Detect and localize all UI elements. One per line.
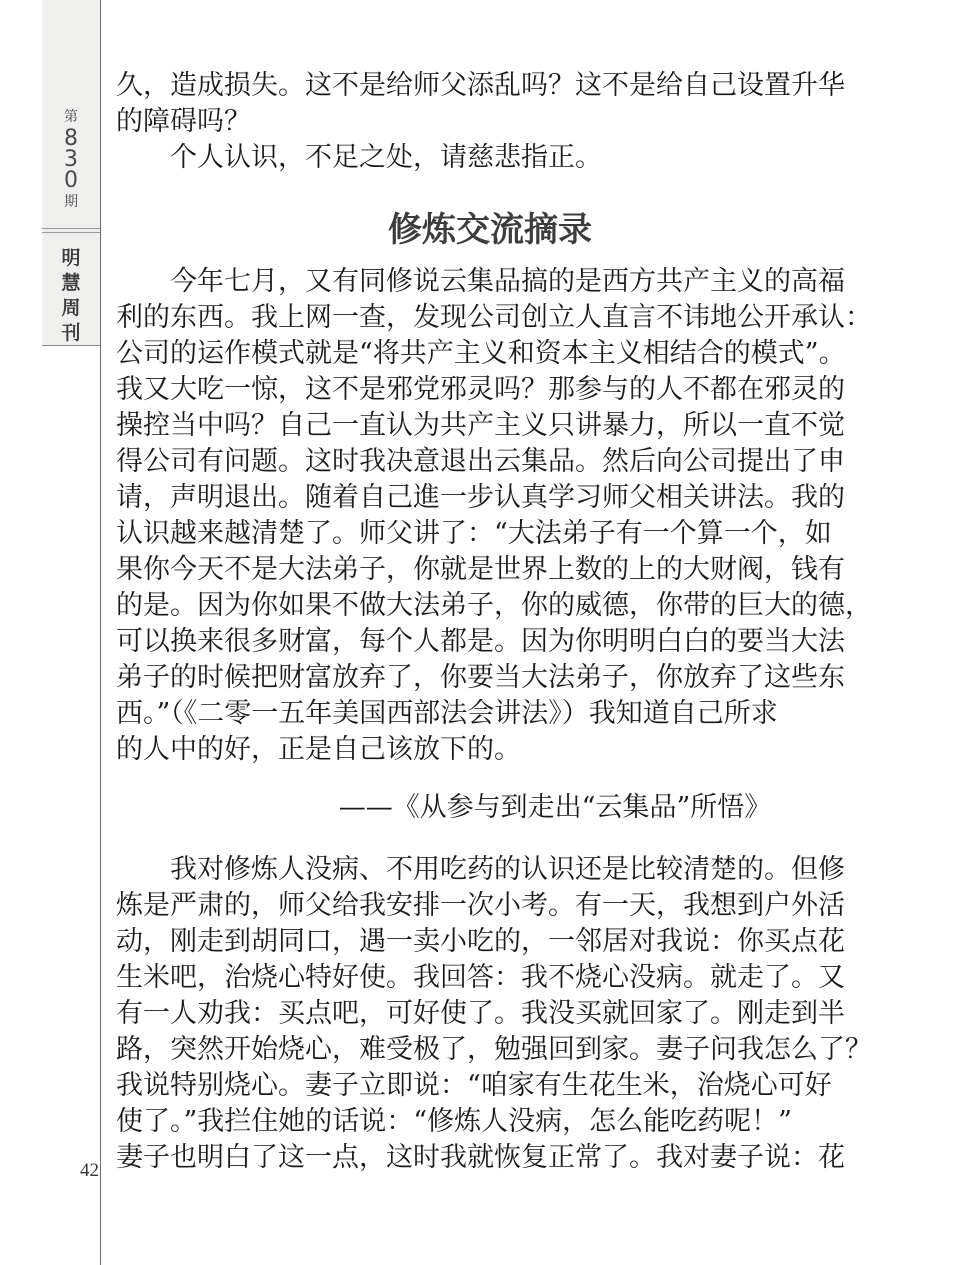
text-line: 可以换来很多财富，每个人都是。因为你明明白白的要当大法 xyxy=(116,626,845,657)
text-line: 操控当中吗？自己一直认为共产主义只讲暴力，所以一直不觉 xyxy=(116,410,845,441)
magazine-name xyxy=(42,246,100,346)
sidebar-divider xyxy=(42,228,100,233)
text-line: 炼是严肃的，师父给我安排一次小考。有一天，我想到户外活 xyxy=(116,890,845,921)
issue-prefix: 第 xyxy=(64,109,78,125)
text-line: 生米吧，治烧心特好使。我回答：我不烧心没病。就走了。又 xyxy=(116,962,845,993)
text-line: 的人中的好，正是自己该放下的。 xyxy=(116,734,521,765)
text-line: 使了。”我拦住她的话说：“修炼人没病，怎么能吃药呢！” xyxy=(116,1106,792,1137)
text-line: 的是。因为你如果不做大法弟子，你的威德，你带的巨大的德， xyxy=(116,590,872,621)
text-line: 今年七月，又有同修说云集品搞的是西方共产主义的高福 xyxy=(170,266,845,297)
text-line: 利的东西。我上网一查，发现公司创立人直言不讳地公开承认： xyxy=(116,302,872,333)
magazine-name-text: 明慧周刊 xyxy=(61,247,81,344)
text-line: 有一人劝我：买点吧，可好使了。我没买就回家了。刚走到半 xyxy=(116,998,845,1029)
text-line: 个人认识，不足之处，请慈悲指正。 xyxy=(170,142,602,173)
text-line: 西。”（《二零一五年美国西部法会讲法》）我知道自己所求 xyxy=(116,698,778,729)
excerpt-source: ——《从参与到走出“云集品”所悟》 xyxy=(338,792,772,823)
text-line: 认识越来越清楚了。师父讲了：“大法弟子有一个算一个，如 xyxy=(116,518,832,549)
margin-rule xyxy=(100,0,101,1265)
issue-number: 830 xyxy=(64,126,78,193)
text-line: 弟子的时候把财富放弃了，你要当大法弟子，你放弃了这些东 xyxy=(116,662,845,693)
text-line: 我又大吃一惊，这不是邪党邪灵吗？那参与的人不都在邪灵的 xyxy=(116,374,845,405)
text-line: 我说特别烧心。妻子立即说：“咱家有生花生米，治烧心可好 xyxy=(116,1070,832,1101)
text-line: 请，声明退出。随着自己進一步认真学习师父相关讲法。我的 xyxy=(116,482,845,513)
text-line: 久，造成损失。这不是给师父添乱吗？这不是给自己设置升华 xyxy=(116,70,845,101)
text-line: 的障碍吗？ xyxy=(116,106,251,137)
excerpt2 xyxy=(116,852,872,1176)
issue-suffix: 期 xyxy=(64,194,78,210)
page-number: 42 xyxy=(80,1160,99,1181)
section-heading: 修炼交流摘录 xyxy=(388,210,592,250)
text-line: 公司的运作模式就是“将共产主义和资本主义相结合的模式”。 xyxy=(116,338,846,369)
text-line: 我对修炼人没病、不用吃药的认识还是比较清楚的。但修 xyxy=(170,854,845,885)
issue-label xyxy=(42,108,100,211)
article-body xyxy=(116,68,872,1176)
text-line: 动，刚走到胡同口，遇一卖小吃的，一邻居对我说：你买点花 xyxy=(116,926,845,957)
text-line: 果你今天不是大法弟子，你就是世界上数的上的大财阀，钱有 xyxy=(116,554,845,585)
text-line: 得公司有问题。这时我决意退出云集品。然后向公司提出了申 xyxy=(116,446,845,477)
excerpt1 xyxy=(116,264,872,826)
text-line: 妻子也明白了这一点，这时我就恢复正常了。我对妻子说：花 xyxy=(116,1142,845,1173)
text-line: 路，突然开始烧心，难受极了，勉强回到家。妻子问我怎么了？ xyxy=(116,1034,872,1065)
section1 xyxy=(116,68,864,176)
